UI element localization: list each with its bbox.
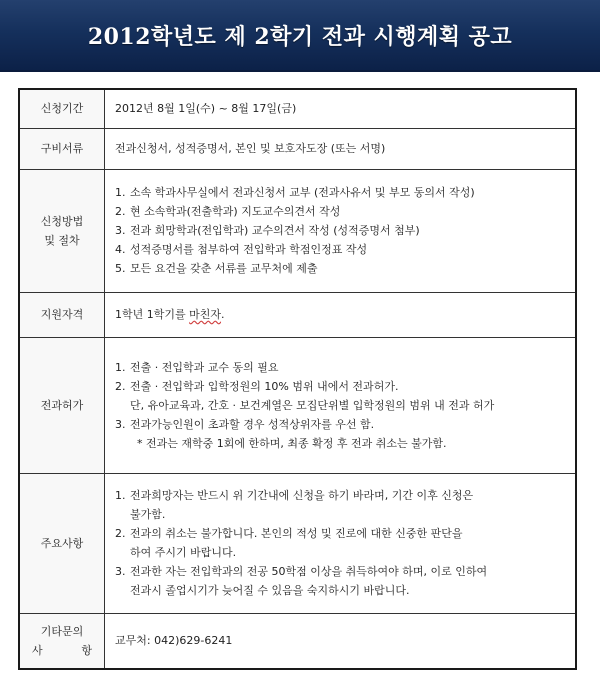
- list-item: 1. 전과희망자는 반드시 위 기간내에 신청을 하기 바라며, 기간 이후 신청은: [115, 489, 474, 502]
- list-item: 2. 전출 · 전입학과 입학정원의 10% 범위 내에서 전과허가.: [115, 379, 399, 393]
- row-value-inquiry: 교무처: 042)629-6241: [105, 613, 577, 669]
- row-value-permission: [105, 337, 577, 473]
- list-item-continuation: 불가함.: [130, 508, 166, 521]
- row-label-documents: 구비서류: [19, 128, 105, 169]
- row-label-procedure-line1: 신청방법: [40, 214, 84, 228]
- list-item: 2. 전과의 취소는 불가합니다. 본인의 적성 및 진로에 대한 신중한 판단을: [115, 527, 463, 540]
- list-item: 1. 전출 · 전입학과 교수 동의 필요: [115, 360, 279, 374]
- list-item: 3. 전과가능인원이 초과할 경우 성적상위자를 우선 함.: [115, 417, 375, 431]
- row-value-documents: 전과신청서, 성적증명서, 본인 및 보호자도장 (또는 서명): [105, 128, 577, 169]
- row-value-notes: [105, 473, 577, 613]
- row-label-inquiry-line1: 기타문의: [40, 624, 84, 638]
- list-item: 1. 소속 학과사무실에서 전과신청서 교부 (전과사유서 및 부모 동의서 작성): [115, 186, 475, 199]
- row-label-procedure: [19, 169, 105, 292]
- list-item-continuation: 하여 주시기 바랍니다.: [130, 546, 237, 559]
- list-item: 5. 모든 요건을 갖춘 서류를 교무처에 제출: [115, 262, 318, 275]
- header-banner: [0, 0, 600, 72]
- table-row-documents: [19, 128, 576, 169]
- list-item: 3. 전과 희망학과(전입학과) 교수의견서 작성 (성적증명서 첨부): [115, 224, 420, 237]
- row-value-period: 2012년 8월 1일(수) ~ 8월 17일(금): [105, 89, 577, 128]
- table-row-period: [19, 89, 576, 128]
- table-row-eligibility: [19, 292, 576, 337]
- page-title: 2012학년도 제 2학기 전과 시행계획 공고: [87, 23, 513, 50]
- list-item: 2. 현 소속학과(전출학과) 지도교수의견서 작성: [115, 205, 341, 218]
- row-value-procedure: [105, 169, 577, 292]
- list-item-continuation: 단, 유아교육과, 간호 · 보건계열은 모집단위별 입학정원의 범위 내 전과 허가: [130, 398, 495, 412]
- list-item: 3. 전과한 자는 전입학과의 전공 50학점 이상을 취득하여야 하며, 이로 인하여: [115, 565, 488, 578]
- table-row-inquiry: [19, 613, 576, 669]
- notice-table: [18, 88, 577, 670]
- row-label-procedure-line2: 및 절차: [44, 233, 80, 247]
- spellcheck-underlined-text: 마친자: [189, 308, 222, 321]
- row-label-inquiry: [19, 613, 105, 669]
- table-row-permission: [19, 337, 576, 473]
- row-label-period: 신청기간: [19, 89, 105, 128]
- row-label-inquiry-line2: 사 항: [32, 643, 92, 657]
- row-label-notes: 주요사항: [19, 473, 105, 613]
- list-item: 4. 성적증명서를 첨부하여 전입학과 학점인정표 작성: [115, 243, 368, 256]
- row-label-permission: 전과허가: [19, 337, 105, 473]
- list-item-note: * 전과는 재학중 1회에 한하며, 최종 확정 후 전과 취소는 불가함.: [137, 436, 447, 450]
- row-value-eligibility: 1학년 1학기를 마친자.: [105, 292, 577, 337]
- row-label-eligibility: 지원자격: [19, 292, 105, 337]
- table-row-procedure: [19, 169, 576, 292]
- list-item-continuation: 전과시 졸업시기가 늦어질 수 있음을 숙지하시기 바랍니다.: [130, 584, 410, 597]
- table-row-notes: [19, 473, 576, 613]
